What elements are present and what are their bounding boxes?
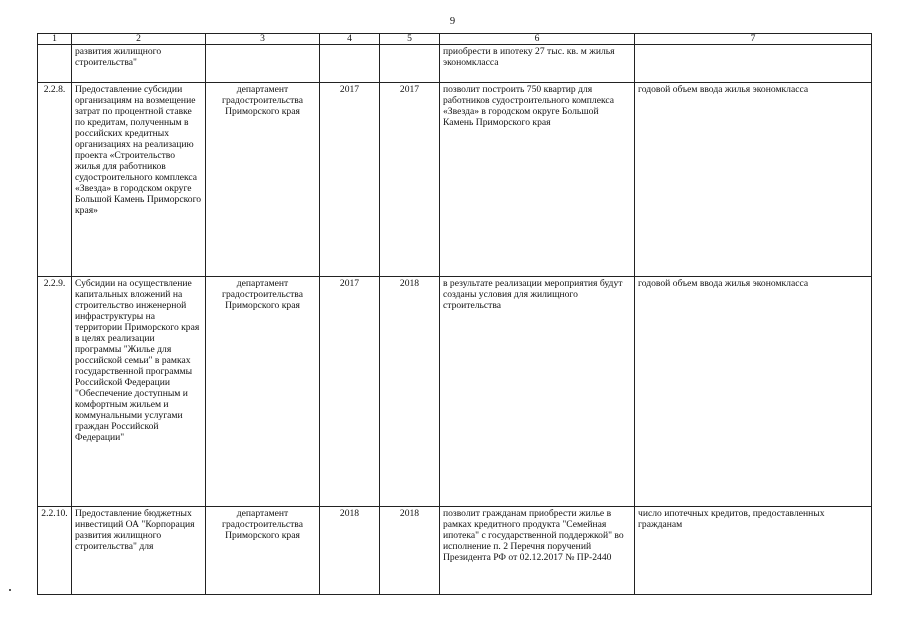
table-row (38, 507, 872, 595)
column-number-row (38, 34, 872, 45)
end-year (380, 45, 440, 83)
end-year: 2017 (380, 83, 440, 277)
expected-result: приобрести в ипотеку 27 тыс. кв. м жилья экономкласса (440, 45, 635, 83)
row-number: 2.2.8. (38, 83, 72, 277)
col-header-2: 2 (72, 34, 206, 45)
end-year: 2018 (380, 277, 440, 507)
target-indicator: число ипотечных кредитов, предоставленных гражданам (635, 507, 872, 595)
row-number (38, 45, 72, 83)
table-row (38, 45, 872, 83)
col-header-1: 1 (38, 34, 72, 45)
measure-name: Предоставление бюджетных инвестиций ОА "Корпорация развития жилищного строительства" для (72, 507, 206, 595)
row-number: 2.2.9. (38, 277, 72, 507)
responsible-department: департамент градостроительства Приморского края (206, 507, 320, 595)
target-indicator: годовой объем ввода жилья экономкласса (635, 83, 872, 277)
responsible-department: департамент градостроительства Приморского края (206, 277, 320, 507)
start-year: 2018 (320, 507, 380, 595)
responsible-department (206, 45, 320, 83)
measure-name: Субсидии на осуществление капитальных вложений на строительство инженерной инфраструктуры на территории Приморского края в целях реализации программы "Жилье для российской семьи" в рамках государственной программы Российской Федерации "Обеспечение доступным и комфортным жильем и коммунальными услугами граждан Российской Федерации" (72, 277, 206, 507)
target-indicator (635, 45, 872, 83)
end-year: 2018 (380, 507, 440, 595)
expected-result: позволит построить 750 квартир для работников судостроительного комплекса «Звезда» в городском округе Большой Камень Приморского края (440, 83, 635, 277)
scan-speck (9, 589, 11, 591)
col-header-7: 7 (635, 34, 872, 45)
start-year (320, 45, 380, 83)
row-number: 2.2.10. (38, 507, 72, 595)
measure-name: развития жилищного строительства" (72, 45, 206, 83)
responsible-department: департамент градостроительства Приморского края (206, 83, 320, 277)
expected-result: в результате реализации мероприятия будут созданы условия для жилищного строительства (440, 277, 635, 507)
target-indicator: годовой объем ввода жилья экономкласса (635, 277, 872, 507)
start-year: 2017 (320, 83, 380, 277)
expected-result: позволит гражданам приобрести жилье в рамках кредитного продукта "Семейная ипотека" с государственной поддержкой" во исполнение п. 2 Перечня поручений Президента РФ от 02.12.2017 № ПР-2440 (440, 507, 635, 595)
measure-name: Предоставление субсидии организациям на возмещение затрат по процентной ставке по кредитам, полученным в российских кредитных организациях на реализацию проекта «Строительство жилья для работников судостроительного комплекса «Звезда» в городском округе Большой Камень Приморского края» (72, 83, 206, 277)
col-header-3: 3 (206, 34, 320, 45)
page-number: 9 (449, 16, 456, 27)
program-table (37, 33, 872, 595)
col-header-5: 5 (380, 34, 440, 45)
col-header-4: 4 (320, 34, 380, 45)
table-row (38, 83, 872, 277)
start-year: 2017 (320, 277, 380, 507)
table-row (38, 277, 872, 507)
col-header-6: 6 (440, 34, 635, 45)
